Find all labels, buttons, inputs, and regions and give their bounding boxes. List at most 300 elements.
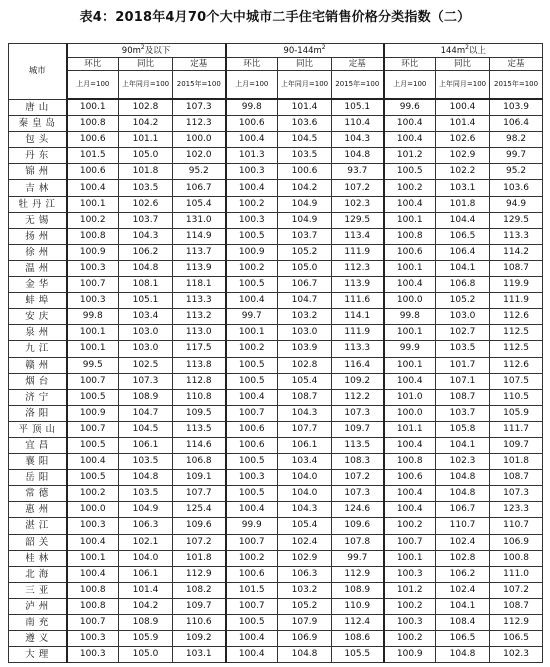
index-cell: 111.7 — [490, 421, 543, 437]
index-cell: 108.9 — [119, 615, 173, 631]
index-cell: 106.7 — [278, 277, 332, 293]
base-header: 上月=100 — [226, 71, 278, 100]
index-cell: 100.1 — [226, 325, 278, 341]
index-cell: 100.4 — [226, 389, 278, 405]
index-cell: 106.4 — [490, 116, 543, 132]
index-cell: 110.7 — [436, 518, 490, 534]
index-cell: 102.4 — [436, 582, 490, 598]
index-cell: 99.7 — [226, 309, 278, 325]
index-cell: 101.2 — [384, 148, 436, 164]
group-header-small: $90m^2$及以下 — [67, 44, 226, 58]
index-cell: 103.5 — [119, 454, 173, 470]
index-cell: 106.3 — [278, 566, 332, 582]
index-cell: 101.8 — [436, 196, 490, 212]
index-cell: 100.2 — [384, 180, 436, 196]
table-row — [9, 631, 543, 647]
index-cell: 112.9 — [332, 566, 384, 582]
table-row — [9, 534, 543, 550]
index-cell: 106.1 — [119, 437, 173, 453]
index-cell: 104.1 — [436, 437, 490, 453]
table-row — [9, 196, 543, 212]
index-cell: 99.8 — [384, 309, 436, 325]
index-cell: 104.3 — [119, 228, 173, 244]
table-row — [9, 615, 543, 631]
index-cell: 100.0 — [384, 405, 436, 421]
index-cell: 112.9 — [490, 615, 543, 631]
table-row — [9, 132, 543, 148]
index-cell: 101.5 — [226, 582, 278, 598]
table-row — [9, 357, 543, 373]
index-cell: 105.0 — [119, 647, 173, 663]
index-cell: 100.4 — [384, 373, 436, 389]
index-cell: 104.8 — [436, 486, 490, 502]
index-cell: 113.4 — [332, 228, 384, 244]
table-row — [9, 405, 543, 421]
index-cell: 100.2 — [226, 196, 278, 212]
index-cell: 104.0 — [278, 486, 332, 502]
index-cell: 104.8 — [436, 647, 490, 663]
index-cell: 100.3 — [67, 647, 119, 663]
index-cell: 105.5 — [332, 647, 384, 663]
index-cell: 106.4 — [436, 244, 490, 260]
index-cell: 101.8 — [490, 454, 543, 470]
index-cell: 99.7 — [490, 148, 543, 164]
table-row — [9, 502, 543, 518]
index-cell: 100.3 — [67, 518, 119, 534]
sub-header: 同比 — [278, 58, 332, 71]
index-cell: 103.7 — [436, 405, 490, 421]
table-title: 表4：2018年4月70个大中城市二手住宅销售价格分类指数（二） — [79, 10, 471, 25]
index-cell: 108.7 — [490, 470, 543, 486]
city-cell: 丹东 — [9, 148, 67, 164]
index-cell: 101.7 — [436, 357, 490, 373]
index-cell: 100.4 — [436, 99, 490, 116]
index-cell: 102.8 — [436, 550, 490, 566]
table-row — [9, 180, 543, 196]
index-cell: 101.8 — [173, 550, 226, 566]
index-cell: 125.4 — [173, 502, 226, 518]
index-cell: 108.9 — [332, 582, 384, 598]
index-cell: 99.5 — [67, 357, 119, 373]
index-cell: 113.7 — [173, 244, 226, 260]
index-cell: 113.3 — [173, 293, 226, 309]
index-cell: 102.3 — [436, 454, 490, 470]
index-cell: 113.9 — [332, 277, 384, 293]
index-cell: 104.2 — [119, 116, 173, 132]
index-cell: 99.6 — [384, 99, 436, 116]
index-cell: 99.9 — [384, 341, 436, 357]
index-cell: 102.8 — [278, 357, 332, 373]
index-cell: 100.4 — [384, 196, 436, 212]
index-cell: 102.9 — [436, 148, 490, 164]
index-cell: 100.1 — [67, 325, 119, 341]
index-cell: 100.4 — [384, 132, 436, 148]
table-row — [9, 389, 543, 405]
index-cell: 104.2 — [278, 180, 332, 196]
base-header: 上月=100 — [67, 71, 119, 100]
index-cell: 100.4 — [384, 116, 436, 132]
index-cell: 103.2 — [278, 582, 332, 598]
index-cell: 104.3 — [278, 405, 332, 421]
index-cell: 112.3 — [173, 116, 226, 132]
index-cell: 103.7 — [119, 212, 173, 228]
index-cell: 114.6 — [173, 437, 226, 453]
index-cell: 104.4 — [436, 212, 490, 228]
index-cell: 100.1 — [384, 260, 436, 276]
index-cell: 107.2 — [332, 470, 384, 486]
index-cell: 100.1 — [67, 196, 119, 212]
base-header: 2015年=100 — [173, 71, 226, 100]
index-cell: 100.3 — [67, 631, 119, 647]
city-cell: 桂林 — [9, 550, 67, 566]
index-cell: 100.7 — [384, 534, 436, 550]
index-cell: 103.4 — [119, 309, 173, 325]
table-row — [9, 277, 543, 293]
index-cell: 101.1 — [119, 132, 173, 148]
city-cell: 烟台 — [9, 373, 67, 389]
index-cell: 108.7 — [490, 260, 543, 276]
index-cell: 106.3 — [119, 518, 173, 534]
index-cell: 107.3 — [119, 373, 173, 389]
city-cell: 吉林 — [9, 180, 67, 196]
index-cell: 113.0 — [173, 325, 226, 341]
base-header: 2015年=100 — [332, 71, 384, 100]
index-cell: 100.4 — [226, 647, 278, 663]
index-cell: 110.7 — [490, 518, 543, 534]
index-cell: 110.6 — [173, 615, 226, 631]
city-cell: 大理 — [9, 647, 67, 663]
index-cell: 108.1 — [119, 277, 173, 293]
table-row — [9, 228, 543, 244]
index-cell: 111.6 — [332, 293, 384, 309]
index-cell: 101.8 — [119, 164, 173, 180]
index-cell: 105.0 — [119, 148, 173, 164]
city-cell: 三亚 — [9, 582, 67, 598]
index-cell: 100.4 — [384, 486, 436, 502]
table-row — [9, 454, 543, 470]
city-cell: 秦皇岛 — [9, 116, 67, 132]
index-cell: 112.6 — [490, 357, 543, 373]
base-header: 上月=100 — [384, 71, 436, 100]
index-cell: 109.2 — [332, 373, 384, 389]
table-row — [9, 470, 543, 486]
index-cell: 105.1 — [119, 293, 173, 309]
table-row — [9, 325, 543, 341]
index-cell: 113.3 — [332, 341, 384, 357]
table-row — [9, 293, 543, 309]
index-cell: 109.7 — [332, 421, 384, 437]
city-cell: 平顶山 — [9, 421, 67, 437]
index-cell: 100.8 — [384, 228, 436, 244]
base-header: 上年同月=100 — [436, 71, 490, 100]
index-cell: 100.5 — [226, 615, 278, 631]
index-cell: 100.7 — [67, 373, 119, 389]
index-cell: 100.5 — [226, 357, 278, 373]
table-row — [9, 518, 543, 534]
index-cell: 108.7 — [436, 389, 490, 405]
index-cell: 103.5 — [436, 341, 490, 357]
index-cell: 109.1 — [173, 470, 226, 486]
index-cell: 100.5 — [384, 164, 436, 180]
index-cell: 105.9 — [490, 405, 543, 421]
index-cell: 106.1 — [278, 437, 332, 453]
index-cell: 103.4 — [278, 454, 332, 470]
index-cell: 114.1 — [332, 309, 384, 325]
table-row — [9, 437, 543, 453]
index-cell: 100.7 — [226, 534, 278, 550]
base-header: 2015年=100 — [490, 71, 543, 100]
index-cell: 112.3 — [332, 260, 384, 276]
index-cell: 100.6 — [226, 437, 278, 453]
index-cell: 106.8 — [436, 277, 490, 293]
index-cell: 113.8 — [173, 357, 226, 373]
index-cell: 100.7 — [226, 598, 278, 614]
index-cell: 106.2 — [119, 244, 173, 260]
index-cell: 103.5 — [278, 148, 332, 164]
city-cell: 温州 — [9, 260, 67, 276]
index-cell: 99.9 — [226, 518, 278, 534]
index-cell: 100.6 — [226, 421, 278, 437]
index-cell: 107.3 — [332, 405, 384, 421]
index-cell: 100.4 — [67, 534, 119, 550]
index-cell: 112.8 — [173, 373, 226, 389]
index-cell: 106.9 — [278, 631, 332, 647]
index-cell: 100.4 — [67, 454, 119, 470]
city-cell: 无锡 — [9, 212, 67, 228]
sub-header: 环比 — [67, 58, 119, 71]
index-cell: 100.3 — [226, 164, 278, 180]
table-row — [9, 99, 543, 116]
index-cell: 102.7 — [436, 325, 490, 341]
index-cell: 103.0 — [119, 325, 173, 341]
index-cell: 110.9 — [332, 598, 384, 614]
index-cell: 108.7 — [278, 389, 332, 405]
index-cell: 100.1 — [384, 325, 436, 341]
sub-header: 定基 — [173, 58, 226, 71]
index-cell: 100.1 — [67, 99, 119, 116]
index-cell: 107.2 — [490, 582, 543, 598]
city-cell: 湛江 — [9, 518, 67, 534]
index-cell: 105.2 — [278, 598, 332, 614]
index-cell: 101.1 — [384, 421, 436, 437]
index-cell: 100.5 — [226, 373, 278, 389]
index-cell: 100.1 — [67, 550, 119, 566]
index-cell: 107.7 — [173, 486, 226, 502]
index-cell: 102.6 — [436, 132, 490, 148]
index-cell: 100.0 — [67, 502, 119, 518]
index-cell: 108.4 — [436, 615, 490, 631]
index-cell: 114.2 — [490, 244, 543, 260]
index-cell: 111.9 — [490, 293, 543, 309]
index-cell: 100.1 — [67, 341, 119, 357]
index-cell: 100.3 — [384, 615, 436, 631]
index-cell: 100.5 — [67, 470, 119, 486]
index-cell: 100.5 — [226, 454, 278, 470]
city-cell: 扬州 — [9, 228, 67, 244]
index-cell: 102.1 — [119, 534, 173, 550]
city-cell: 北海 — [9, 566, 67, 582]
index-cell: 116.4 — [332, 357, 384, 373]
index-cell: 103.5 — [119, 180, 173, 196]
index-cell: 105.8 — [436, 421, 490, 437]
index-cell: 100.7 — [226, 405, 278, 421]
index-cell: 100.1 — [384, 550, 436, 566]
index-cell: 100.2 — [67, 486, 119, 502]
table-row — [9, 244, 543, 260]
base-header: 上年同月=100 — [278, 71, 332, 100]
index-cell: 106.7 — [436, 502, 490, 518]
city-cell: 岳阳 — [9, 470, 67, 486]
sub-header: 定基 — [332, 58, 384, 71]
index-cell: 103.6 — [278, 116, 332, 132]
index-cell: 107.7 — [278, 421, 332, 437]
index-cell: 100.3 — [384, 566, 436, 582]
city-cell: 九江 — [9, 341, 67, 357]
index-cell: 113.9 — [173, 260, 226, 276]
index-cell: 99.8 — [226, 99, 278, 116]
index-cell: 104.9 — [119, 502, 173, 518]
index-cell: 106.5 — [436, 228, 490, 244]
index-cell: 103.9 — [490, 99, 543, 116]
index-cell: 100.6 — [67, 132, 119, 148]
index-cell: 100.8 — [67, 116, 119, 132]
index-cell: 101.2 — [384, 582, 436, 598]
index-cell: 113.5 — [332, 437, 384, 453]
index-cell: 93.7 — [332, 164, 384, 180]
city-cell: 徐州 — [9, 244, 67, 260]
city-column-header: 城市 — [9, 44, 67, 100]
city-cell: 常德 — [9, 486, 67, 502]
index-cell: 100.6 — [226, 566, 278, 582]
index-cell: 107.2 — [332, 180, 384, 196]
index-cell: 103.2 — [278, 309, 332, 325]
index-cell: 100.4 — [384, 502, 436, 518]
index-cell: 117.5 — [173, 341, 226, 357]
index-cell: 106.1 — [119, 566, 173, 582]
index-cell: 100.4 — [67, 180, 119, 196]
index-cell: 105.4 — [278, 518, 332, 534]
index-cell: 112.5 — [490, 341, 543, 357]
index-cell: 95.2 — [490, 164, 543, 180]
index-cell: 129.5 — [332, 212, 384, 228]
table-row — [9, 148, 543, 164]
index-cell: 100.6 — [278, 164, 332, 180]
index-cell: 101.3 — [226, 148, 278, 164]
index-cell: 104.0 — [119, 550, 173, 566]
city-cell: 赣州 — [9, 357, 67, 373]
index-cell: 104.5 — [119, 421, 173, 437]
index-cell: 112.2 — [332, 389, 384, 405]
index-cell: 100.9 — [67, 244, 119, 260]
index-cell: 119.9 — [490, 277, 543, 293]
table-row — [9, 647, 543, 663]
index-cell: 100.2 — [226, 260, 278, 276]
index-cell: 106.2 — [436, 566, 490, 582]
index-cell: 111.0 — [490, 566, 543, 582]
index-cell: 107.1 — [436, 373, 490, 389]
index-cell: 108.2 — [173, 582, 226, 598]
index-cell: 106.9 — [490, 534, 543, 550]
index-cell: 100.0 — [173, 132, 226, 148]
index-cell: 103.1 — [436, 180, 490, 196]
index-cell: 100.2 — [226, 341, 278, 357]
index-cell: 102.2 — [436, 164, 490, 180]
city-cell: 唐山 — [9, 99, 67, 116]
index-cell: 109.6 — [332, 518, 384, 534]
index-cell: 109.5 — [173, 405, 226, 421]
table-row — [9, 486, 543, 502]
city-cell: 韶关 — [9, 534, 67, 550]
index-cell: 100.7 — [67, 421, 119, 437]
index-cell: 107.8 — [332, 534, 384, 550]
index-cell: 131.0 — [173, 212, 226, 228]
index-cell: 100.5 — [226, 228, 278, 244]
index-cell: 100.6 — [384, 470, 436, 486]
index-cell: 109.7 — [173, 598, 226, 614]
index-cell: 107.2 — [173, 534, 226, 550]
index-cell: 108.9 — [119, 389, 173, 405]
index-cell: 107.3 — [332, 486, 384, 502]
index-cell: 101.5 — [67, 148, 119, 164]
index-cell: 100.4 — [226, 180, 278, 196]
index-cell: 105.2 — [278, 244, 332, 260]
index-cell: 108.6 — [332, 631, 384, 647]
index-cell: 103.1 — [173, 647, 226, 663]
table-row — [9, 260, 543, 276]
index-cell: 104.7 — [278, 293, 332, 309]
index-cell: 129.5 — [490, 212, 543, 228]
city-cell: 泉州 — [9, 325, 67, 341]
table-row — [9, 116, 543, 132]
group-header-large: $144m^2$以上 — [384, 44, 543, 58]
city-cell: 泸州 — [9, 598, 67, 614]
sub-header: 同比 — [436, 58, 490, 71]
city-cell: 蚌埠 — [9, 293, 67, 309]
index-cell: 109.2 — [173, 631, 226, 647]
index-cell: 100.2 — [384, 518, 436, 534]
sub-header: 同比 — [119, 58, 173, 71]
group-header-medium: $90-144m^2$ — [226, 44, 384, 58]
index-cell: 102.0 — [173, 148, 226, 164]
city-cell: 牡丹江 — [9, 196, 67, 212]
index-cell: 100.3 — [226, 470, 278, 486]
index-cell: 109.6 — [173, 518, 226, 534]
table-row — [9, 373, 543, 389]
index-cell: 103.0 — [278, 325, 332, 341]
index-cell: 100.4 — [67, 566, 119, 582]
table-row — [9, 341, 543, 357]
index-cell: 123.3 — [490, 502, 543, 518]
index-cell: 100.5 — [226, 486, 278, 502]
index-cell: 104.2 — [119, 598, 173, 614]
index-cell: 103.0 — [119, 341, 173, 357]
city-cell: 锦州 — [9, 164, 67, 180]
index-cell: 100.3 — [67, 260, 119, 276]
index-cell: 100.2 — [67, 212, 119, 228]
index-cell: 111.9 — [332, 244, 384, 260]
index-cell: 108.3 — [332, 454, 384, 470]
index-cell: 100.1 — [384, 357, 436, 373]
index-cell: 100.4 — [384, 277, 436, 293]
index-cell: 104.1 — [436, 260, 490, 276]
index-cell: 99.8 — [67, 309, 119, 325]
index-cell: 113.2 — [173, 309, 226, 325]
city-cell: 惠州 — [9, 502, 67, 518]
index-cell: 100.0 — [384, 293, 436, 309]
index-cell: 104.8 — [436, 470, 490, 486]
index-cell: 112.6 — [490, 309, 543, 325]
index-cell: 104.0 — [278, 470, 332, 486]
